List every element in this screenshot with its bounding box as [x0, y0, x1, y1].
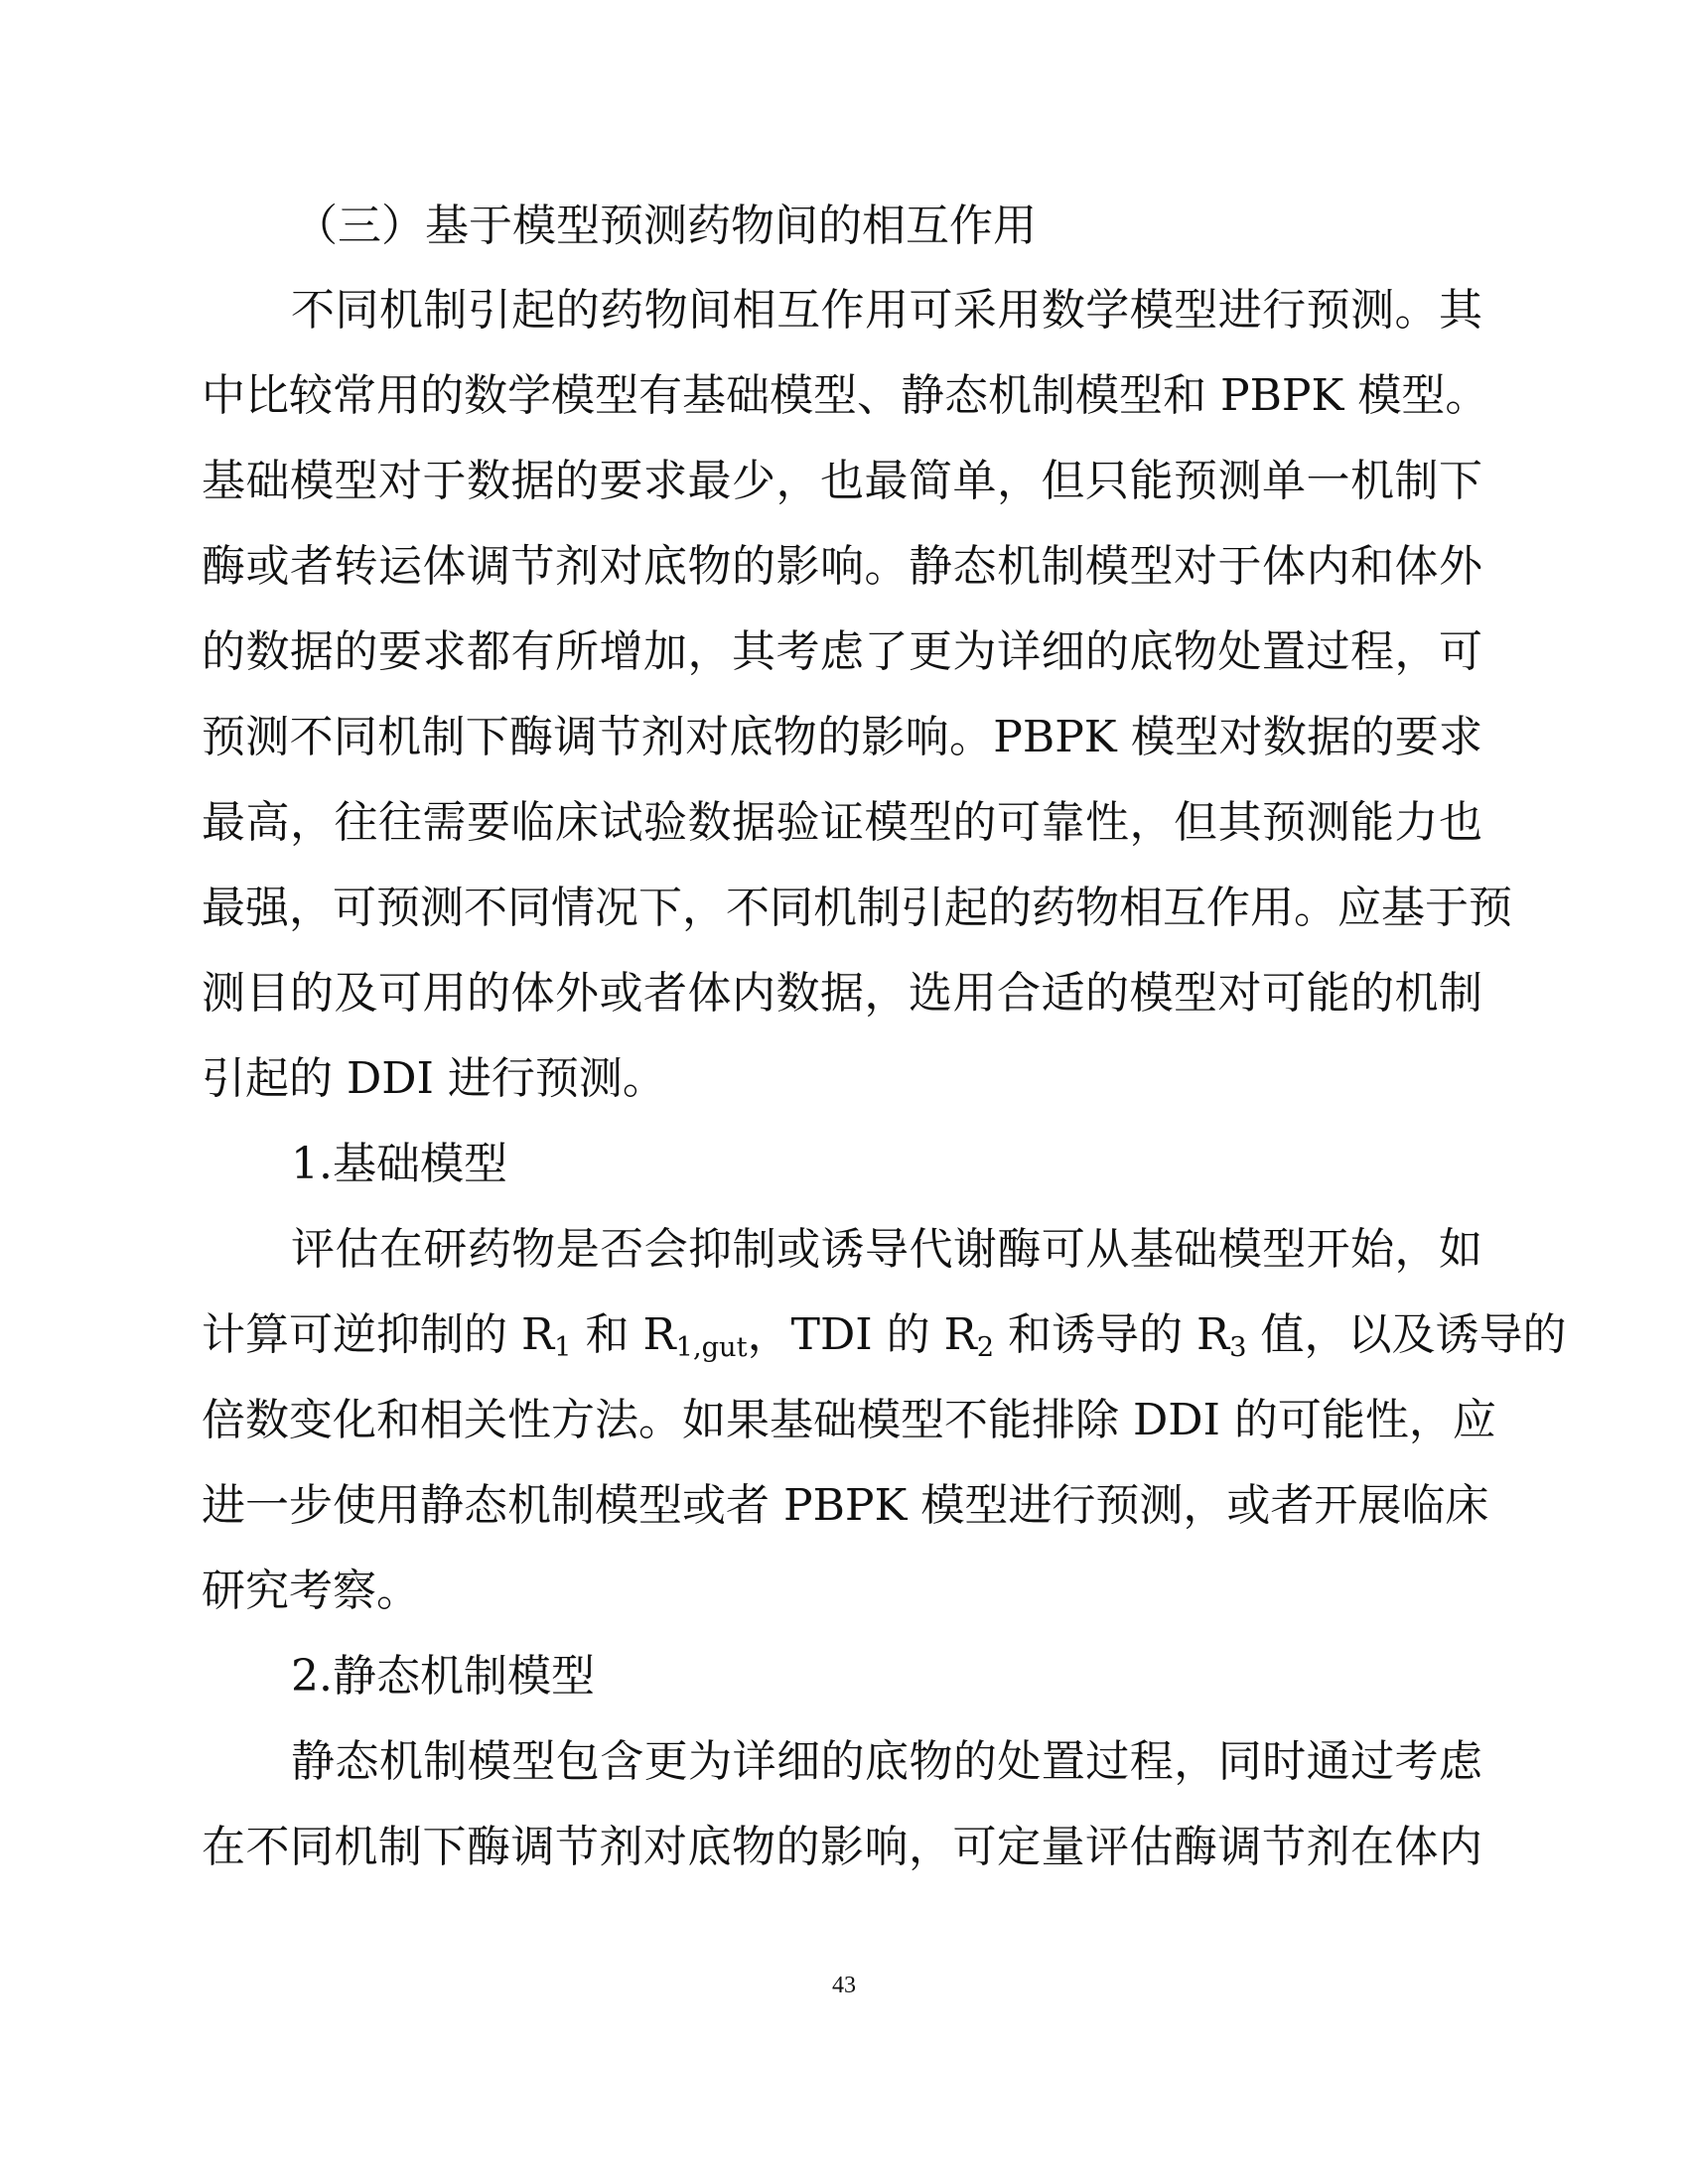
- subsection-2-line: 静态机制模型包含更为详细的底物的处置过程，同时通过考虑: [291, 1736, 1482, 1787]
- intro-paragraph-line: 预测不同机制下酶调节剂对底物的影响。PBPK 模型对数据的要求: [202, 712, 1482, 762]
- text-segment: 值，以及诱导的: [1246, 1309, 1567, 1360]
- intro-paragraph-line: 最强，可预测不同情况下，不同机制引起的药物相互作用。应基于预: [202, 883, 1512, 933]
- intro-paragraph-line: 中比较常用的数学模型有基础模型、静态机制模型和 PBPK 模型。: [202, 370, 1489, 421]
- section-heading: （三）基于模型预测药物间的相互作用: [294, 201, 1037, 251]
- text-segment: 和 R: [571, 1309, 676, 1360]
- page-number: 43: [832, 1973, 856, 1998]
- subsection-1-line: 倍数变化和相关性方法。如果基础模型不能排除 DDI 的可能性，应: [202, 1395, 1496, 1445]
- subscript: 1,gut: [675, 1331, 748, 1363]
- subsection-1-line: 研究考察。: [202, 1566, 420, 1616]
- intro-paragraph-line: 酶或者转运体调节剂对底物的影响。静态机制模型对于体内和体外: [202, 541, 1482, 592]
- intro-paragraph-line: 不同机制引起的药物间相互作用可采用数学模型进行预测。其: [291, 285, 1482, 336]
- subscript: 2: [976, 1331, 995, 1363]
- intro-paragraph-line: 测目的及可用的体外或者体内数据，选用合适的模型对可能的机制: [202, 968, 1482, 1019]
- intro-paragraph-line: 的数据的要求都有所增加，其考虑了更为详细的底物处置过程，可: [202, 626, 1482, 677]
- subsection-2-heading: 2.静态机制模型: [291, 1651, 595, 1702]
- subsection-1-heading: 1.基础模型: [291, 1139, 507, 1189]
- text-segment: 和诱导的 R: [994, 1309, 1230, 1360]
- intro-paragraph-line: 引起的 DDI 进行预测。: [202, 1053, 666, 1104]
- intro-paragraph-line: 基础模型对于数据的要求最少，也最简单，但只能预测单一机制下: [202, 456, 1482, 506]
- subscript: 1: [554, 1331, 572, 1363]
- text-segment: ，TDI 的 R: [747, 1309, 977, 1360]
- subsection-2-line: 在不同机制下酶调节剂对底物的影响，可定量评估酶调节剂在体内: [202, 1822, 1482, 1872]
- subsection-1-line: 评估在研药物是否会抑制或诱导代谢酶可从基础模型开始，如: [291, 1224, 1482, 1275]
- subsection-1-line-with-subscripts: [202, 1306, 1567, 1364]
- subscript: 3: [1229, 1331, 1247, 1363]
- subsection-1-line: 进一步使用静态机制模型或者 PBPK 模型进行预测，或者开展临床: [202, 1480, 1489, 1531]
- intro-paragraph-line: 最高，往往需要临床试验数据验证模型的可靠性，但其预测能力也: [202, 797, 1482, 848]
- text-segment: 计算可逆抑制的 R: [202, 1309, 555, 1360]
